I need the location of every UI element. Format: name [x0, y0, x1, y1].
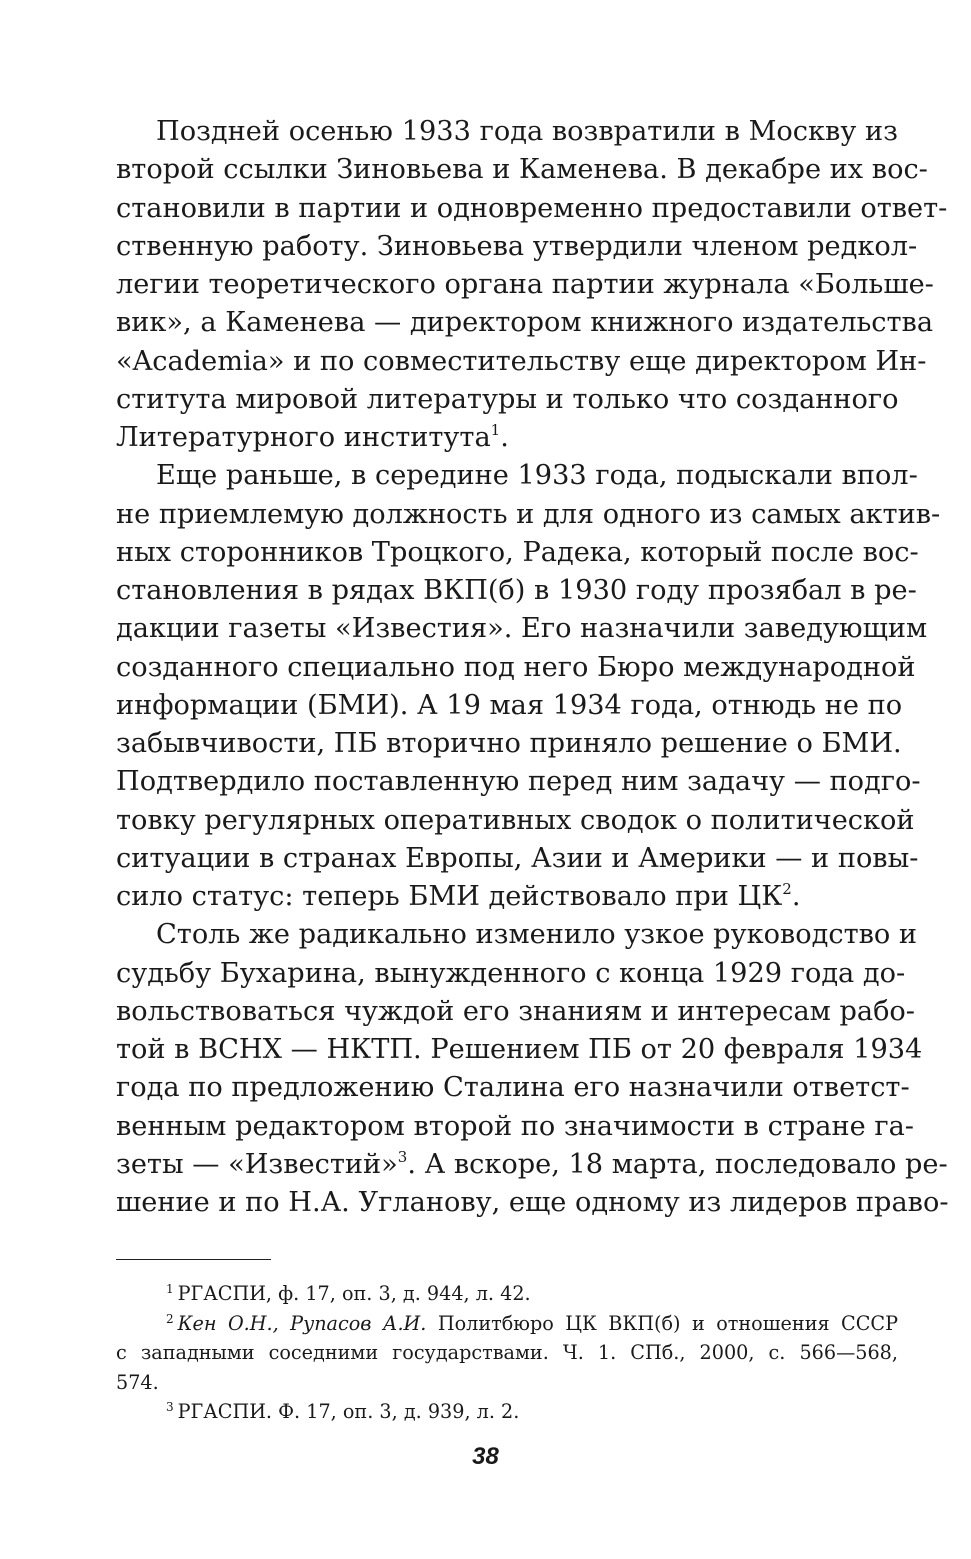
text-line: Подтвердило поставленную перед ним задачу — подго-: [116, 766, 921, 798]
text-line: ственную работу. Зиновьева утвердили членом редкол-: [116, 230, 918, 262]
text-line: становления в рядах ВКП(б) в 1930 году прозябал в ре-: [116, 575, 917, 606]
page-number: 38: [472, 1443, 499, 1470]
text-line: той в ВСНХ — НКТП. Решением ПБ от 20 февраля 1934: [116, 1034, 923, 1065]
footnote-text: РГАСПИ. Ф. 17, оп. 3, д. 939, л. 2.: [177, 1400, 520, 1423]
text-fragment: сило статус: теперь БМИ действовало при ЦК: [116, 881, 783, 912]
footnote-number: 1: [166, 1282, 174, 1296]
text-line: информации (БМИ). А 19 мая 1934 года, отнюдь не по: [116, 689, 903, 721]
text-line: ных сторонников Троцкого, Радека, который после вос-: [116, 536, 919, 568]
text-fragment: зеты — «Известий»: [116, 1148, 398, 1180]
footnote-2: [116, 1309, 898, 1339]
text-line: Поздней осенью 1933 года возвратили в Москву из: [156, 116, 898, 147]
body-text: [116, 113, 949, 1222]
text-line: созданного специально под него Бюро международной: [116, 651, 916, 683]
text-fragment: . А вскоре, 18 марта, последовало ре-: [407, 1148, 948, 1180]
text-line: забывчивости, ПБ вторично приняло решение о БМИ.: [116, 728, 902, 759]
text-line: [116, 1146, 948, 1184]
footnotes: [116, 1279, 898, 1427]
text-line: Литературного института$^1$.: [116, 421, 509, 453]
footnote-3: [116, 1397, 898, 1427]
text-line: легии теоретического органа партии журнала «Больше-: [116, 269, 934, 300]
text-line: шение и по Н.А. Угланову, еще одному из лидеров право-: [116, 1187, 949, 1218]
footnote-ref[interactable]: 3: [397, 1147, 408, 1166]
text-fragment: Литературного института: [116, 422, 491, 453]
text-line: вольствоваться чуждой его знаниям и интересам рабо-: [116, 995, 915, 1027]
footnote-2-cont: с западными соседними государствами. Ч. 1. СПб., 2000, с. 566—568,: [116, 1341, 898, 1364]
footnote-text: РГАСПИ, ф. 17, оп. 3, д. 944, л. 42.: [177, 1282, 531, 1305]
footnote-divider: [116, 1259, 271, 1260]
text-line: года по предложению Сталина его назначили ответст-: [116, 1072, 910, 1104]
footnote-2-cont: 574.: [116, 1370, 159, 1394]
text-line: «Academia» и по совместительству еще директором Ин-: [116, 345, 927, 377]
footnote-ref[interactable]: 1: [490, 421, 501, 439]
footnote-authors: Кен О.Н., Рупасов А.И.: [177, 1311, 427, 1335]
text-line: сило статус: теперь БМИ действовало при $ЦК^2$.: [116, 880, 801, 912]
text-line: Столь же радикально изменило узкое руководство и: [156, 919, 918, 951]
text-line: судьбу Бухарина, вынужденного с конца 1929 года до-: [116, 957, 906, 989]
footnote-1: [116, 1279, 898, 1309]
footnote-number: 2: [166, 1311, 174, 1326]
footnote-ref[interactable]: 2: [782, 880, 792, 898]
text-line: становили в партии и одновременно предоставили ответ-: [116, 192, 948, 224]
text-line: ститута мировой литературы и только что созданного: [116, 383, 899, 415]
footnote-number: 3: [166, 1400, 174, 1414]
text-line: не приемлемую должность и для одного из самых актив-: [116, 498, 941, 530]
text-line: дакции газеты «Известия». Его назначили заведующим: [116, 613, 928, 645]
text-line: ситуации в странах Европы, Азии и Америки — и повы-: [116, 842, 919, 874]
text-line: Еще раньше, в середине 1933 года, подыскали впол-: [156, 460, 918, 492]
footnote-text: Политбюро ЦК ВКП(б) и отношения СССР: [426, 1311, 899, 1335]
text-line: венным редактором второй по значимости в стране га-: [116, 1110, 914, 1142]
text-line: второй ссылки Зиновьева и Каменева. В декабре их вос-: [116, 154, 928, 186]
text-line: вик», а Каменева — директором книжного издательства: [116, 307, 934, 339]
text-line: товку регулярных оперативных сводок о политической: [116, 804, 915, 836]
